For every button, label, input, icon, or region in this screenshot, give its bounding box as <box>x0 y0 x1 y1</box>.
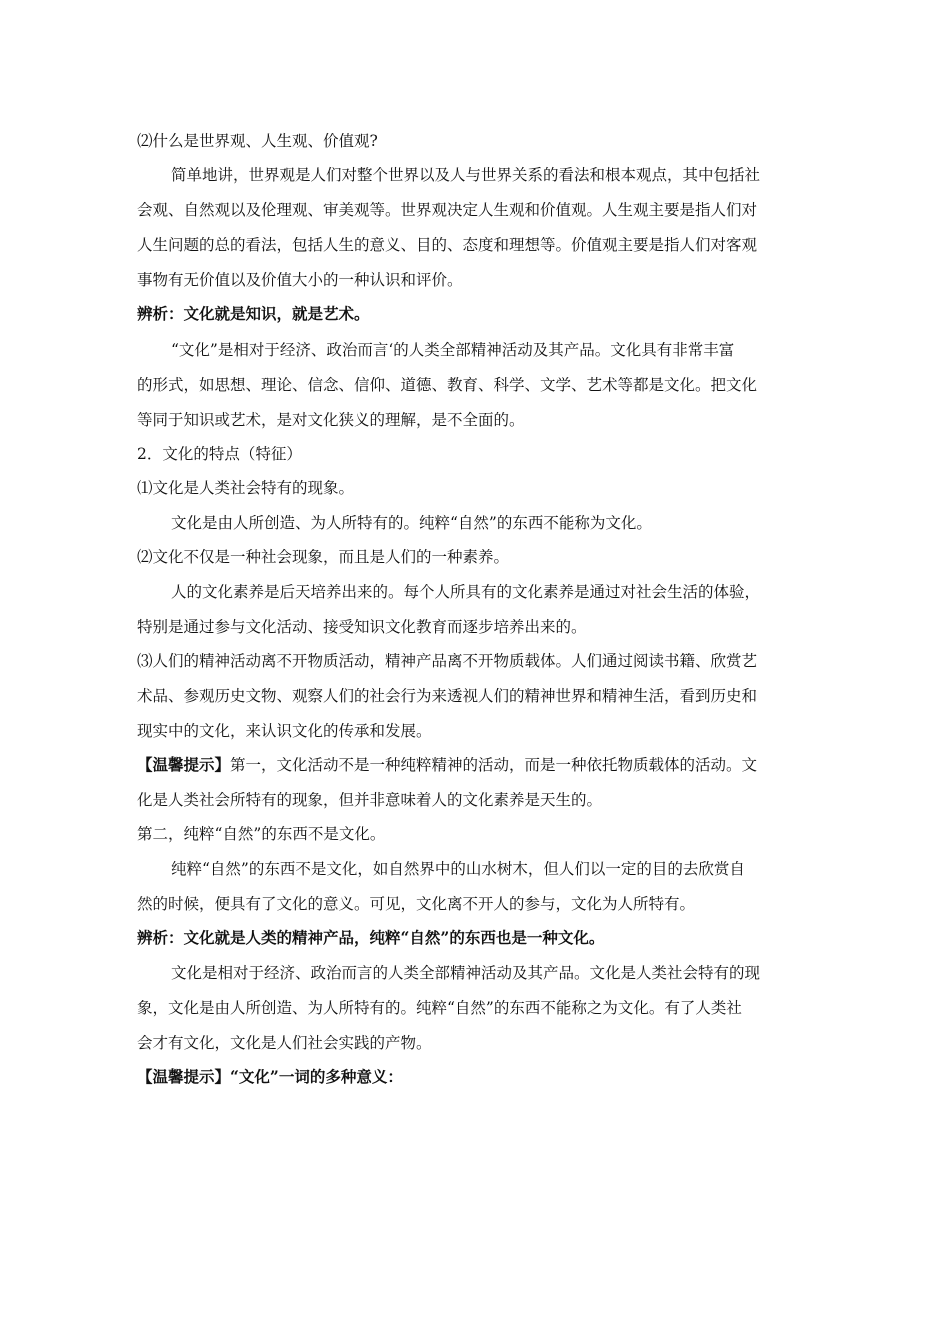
analysis-title: 辨析：文化就是知识，就是艺术。 <box>137 304 370 323</box>
paragraph-line: 然的时候，便具有了文化的意义。可见，文化离不开人的参与，文化为人所特有。 <box>137 895 696 913</box>
analysis-title: 辨析：文化就是人类的精神产品，纯粹“自然”的东西也是一种文化。 <box>137 928 605 947</box>
point-heading: ⑴文化是人类社会特有的现象。 <box>137 479 355 497</box>
paragraph-line: 人生问题的总的看法，包括人生的意义、目的、态度和理想等。价值观主要是指人们对客观 <box>137 236 758 254</box>
paragraph-line: 纯粹“自然”的东西不是文化，如自然界中的山水树木，但人们以一定的目的去欣赏自 <box>171 860 745 878</box>
paragraph-line: 象，文化是由人所创造、为人所特有的。纯粹“自然”的东西不能称之为文化。有了人类社 <box>137 999 742 1017</box>
paragraph-line: 人的文化素养是后天培养出来的。每个人所具有的文化素养是通过对社会生活的体验， <box>171 583 761 601</box>
tip-line <box>137 755 817 775</box>
paragraph-line: 会才有文化，文化是人们社会实践的产物。 <box>137 1034 432 1052</box>
tip-label: 【温馨提示】 <box>137 1067 231 1086</box>
paragraph-line: 的形式，如思想、理论、信念、信仰、道德、教育、科学、文学、艺术等都是文化。把文化 <box>137 376 758 394</box>
paragraph-line: 特别是通过参与文化活动、接受知识文化教育而逐步培养出来的。 <box>137 618 587 636</box>
paragraph-line: 事物有无价值以及价值大小的一种认识和评价。 <box>137 271 463 289</box>
point-heading: ⑵文化不仅是一种社会现象，而且是人们的一种素养。 <box>137 548 510 566</box>
tip-line <box>137 1067 817 1087</box>
paragraph-line: “文化”是相对于经济、政治而言‘的人类全部精神活动及其产品。文化具有非常丰富 <box>171 341 735 359</box>
paragraph-line: 文化是相对于经济、政治而言的人类全部精神活动及其产品。文化是人类社会特有的现 <box>171 964 761 982</box>
tip-text: “文化”一词的多种意义： <box>230 1067 403 1086</box>
paragraph-line: 第二，纯粹“自然”的东西不是文化。 <box>137 825 386 843</box>
point-heading: ⑶人们的精神活动离不开物质活动，精神产品离不开物质载体。人们通过阅读书籍、欣赏艺 <box>137 652 758 670</box>
paragraph-line: 化是人类社会所特有的现象，但并非意味着人的文化素养是天生的。 <box>137 791 603 809</box>
paragraph-line: 等同于知识或艺术，是对文化狭义的理解，是不全面的。 <box>137 411 525 429</box>
tip-label: 【温馨提示】 <box>137 755 231 774</box>
paragraph-line: 会观、自然观以及伦理观、审美观等。世界观决定人生观和价值观。人生观主要是指人们对 <box>137 201 758 219</box>
paragraph-line: 术品、参观历史文物、观察人们的社会行为来透视人们的精神世界和精神生活，看到历史和 <box>137 687 758 705</box>
paragraph-line: 文化是由人所创造、为人所特有的。纯粹“自然”的东西不能称为文化。 <box>171 514 652 532</box>
section-heading: 2．文化的特点（特征） <box>137 445 302 463</box>
paragraph-line: 简单地讲，世界观是人们对整个世界以及人与世界关系的看法和根本观点，其中包括社 <box>171 166 761 184</box>
tip-text: 第一，文化活动不是一种纯粹精神的活动，而是一种依托物质载体的活动。文 <box>230 756 758 774</box>
section-question: ⑵什么是世界观、人生观、价值观? <box>137 132 378 150</box>
paragraph-line: 现实中的文化，来认识文化的传承和发展。 <box>137 722 432 740</box>
